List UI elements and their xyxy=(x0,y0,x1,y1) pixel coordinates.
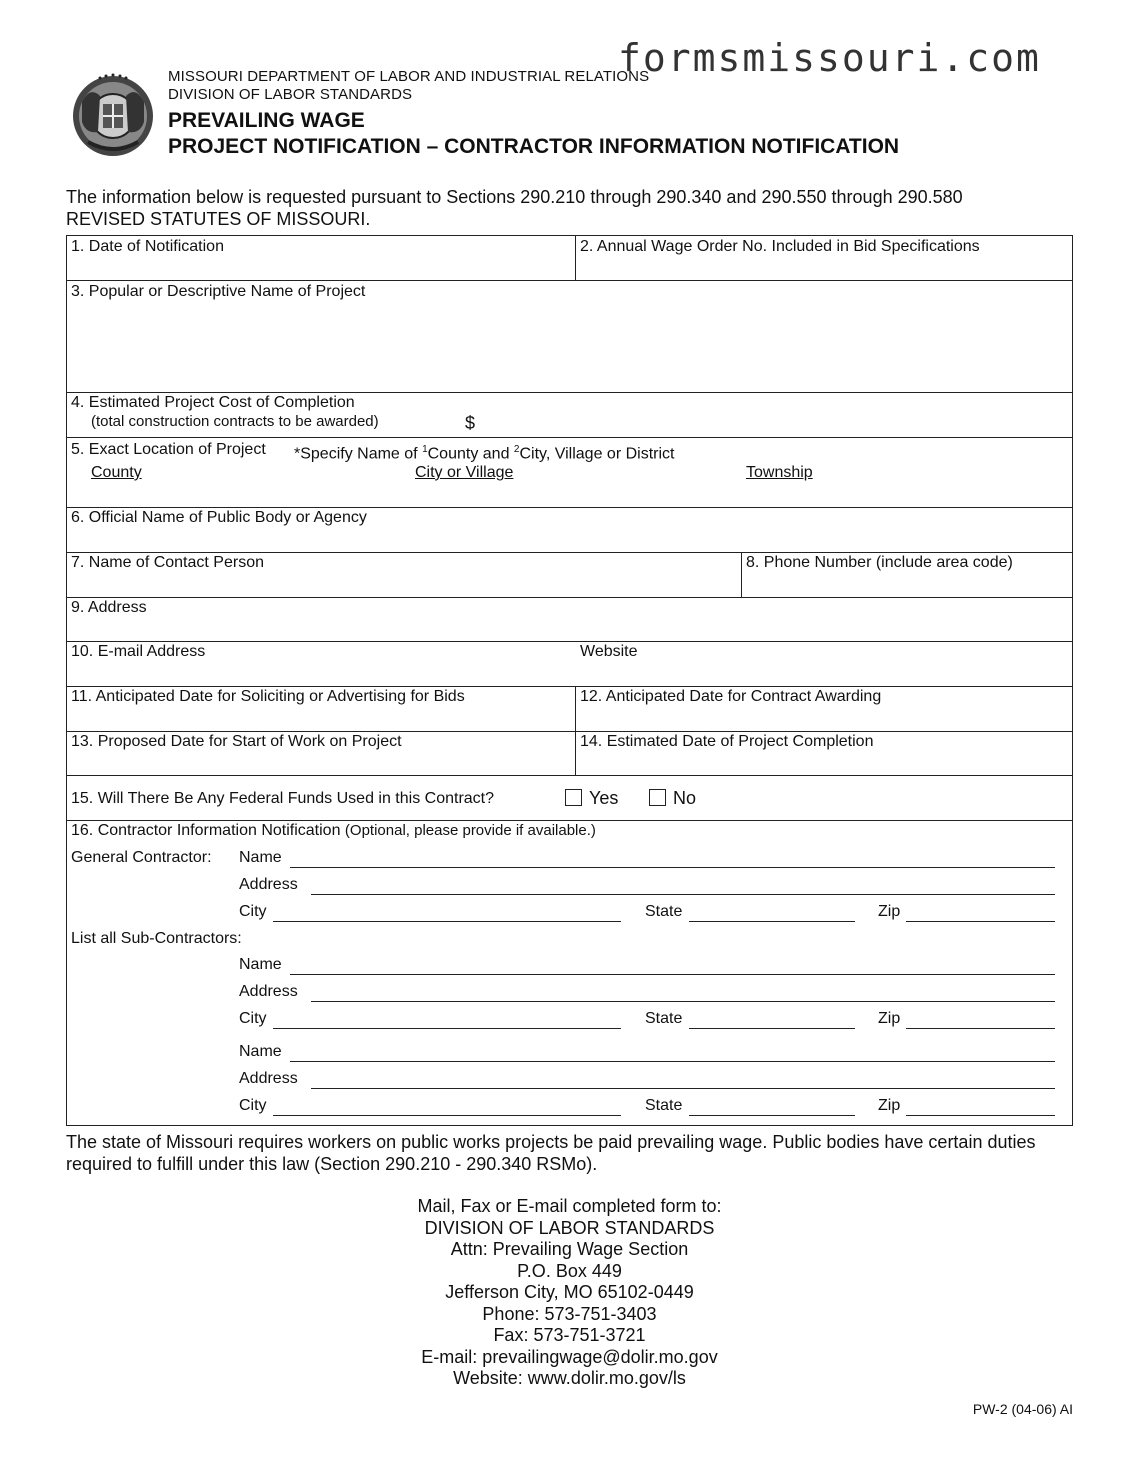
gc-city-input[interactable] xyxy=(273,921,621,922)
field-contact-person[interactable]: 7. Name of Contact Person xyxy=(71,554,264,571)
contractor-info-heading: 16. Contractor Information Notification (Optional, please provide if available.) xyxy=(71,822,596,839)
sub2-address-label: Address xyxy=(239,1070,298,1087)
mail-line: DIVISION OF LABOR STANDARDS xyxy=(424,1217,715,1238)
sub2-zip-label: Zip xyxy=(878,1097,901,1114)
watermark: formsmissouri.com xyxy=(618,36,1041,80)
field-estimated-cost-note: (total construction contracts to be awarded) xyxy=(91,413,379,430)
field-bid-date[interactable]: 11. Anticipated Date for Soliciting or Advertising for Bids xyxy=(71,688,465,705)
gc-zip-input[interactable] xyxy=(906,921,1055,922)
field-city-or-village[interactable]: City or Village xyxy=(415,464,514,481)
sub2-name-label: Name xyxy=(239,1043,282,1060)
field-phone-number[interactable]: 8. Phone Number (include area code) xyxy=(746,554,1013,571)
field-estimated-cost[interactable]: 4. Estimated Project Cost of Completion xyxy=(71,394,355,411)
field-township[interactable]: Township xyxy=(746,464,813,481)
sub1-state-label: State xyxy=(645,1010,683,1027)
mail-line: Mail, Fax or E-mail completed form to: xyxy=(417,1196,722,1216)
field-county[interactable]: County xyxy=(91,464,142,481)
division-name: DIVISION OF LABOR STANDARDS xyxy=(168,86,413,103)
yes-label: Yes xyxy=(589,788,619,808)
sub1-state-input[interactable] xyxy=(689,1028,855,1029)
field-public-body-name[interactable]: 6. Official Name of Public Body or Agency xyxy=(71,509,367,526)
field-completion-date[interactable]: 14. Estimated Date of Project Completion xyxy=(580,733,874,750)
sub1-city-label: City xyxy=(239,1010,267,1027)
notification-form xyxy=(66,235,1073,1126)
sub1-name-input[interactable] xyxy=(290,974,1055,975)
field-start-date[interactable]: 13. Proposed Date for Start of Work on Project xyxy=(71,733,402,750)
mail-line: Fax: 573-751-3721 xyxy=(493,1325,646,1345)
gc-address-label: Address xyxy=(239,876,298,893)
gc-state-input[interactable] xyxy=(689,921,855,922)
mail-line: E-mail: prevailingwage@dolir.mo.gov xyxy=(421,1346,718,1367)
gc-name-input[interactable] xyxy=(290,867,1055,868)
yes-checkbox[interactable] xyxy=(565,789,582,806)
sub2-city-label: City xyxy=(239,1097,267,1114)
mail-line: Jefferson City, MO 65102-0449 xyxy=(445,1282,694,1302)
sub1-address-label: Address xyxy=(239,983,298,1000)
field-date-of-notification[interactable]: 1. Date of Notification xyxy=(71,238,224,255)
prevailing-wage-notice: The state of Missouri requires workers on public works projects be paid prevailing wage. Public bodies have certain duties required to fulfill under this law (Section 290.210 - 290.340 RSMo). xyxy=(66,1132,1036,1174)
sub-contractors-label: List all Sub-Contractors: xyxy=(71,930,242,947)
sub2-address-input[interactable] xyxy=(311,1088,1055,1089)
field-federal-funds: 15. Will There Be Any Federal Funds Used in this Contract? xyxy=(71,790,495,807)
field-wage-order-no[interactable]: 2. Annual Wage Order No. Included in Bid Specifications xyxy=(580,238,980,255)
missouri-state-seal-logo xyxy=(70,72,156,158)
no-checkbox[interactable] xyxy=(649,789,666,806)
sub2-state-label: State xyxy=(645,1097,683,1114)
field-address[interactable]: 9. Address xyxy=(71,599,147,616)
gc-state-label: State xyxy=(645,903,683,920)
dollar-sign: $ xyxy=(465,413,476,433)
sub2-city-input[interactable] xyxy=(273,1115,621,1116)
field-project-name[interactable]: 3. Popular or Descriptive Name of Project xyxy=(71,283,366,300)
no-label: No xyxy=(673,788,697,808)
form-title: PREVAILING WAGE xyxy=(168,109,365,132)
sub1-name-label: Name xyxy=(239,956,282,973)
gc-address-input[interactable] xyxy=(311,894,1055,895)
gc-city-label: City xyxy=(239,903,267,920)
mail-line: Phone: 573-751-3403 xyxy=(482,1303,657,1324)
mail-line: P.O. Box 449 xyxy=(517,1260,622,1281)
form-subtitle: PROJECT NOTIFICATION – CONTRACTOR INFORMATION NOTIFICATION xyxy=(168,135,900,158)
field-award-date[interactable]: 12. Anticipated Date for Contract Awarding xyxy=(580,688,882,705)
gc-zip-label: Zip xyxy=(878,903,901,920)
mail-line: Website: www.dolir.mo.gov/ls xyxy=(453,1368,686,1388)
field-email[interactable]: 10. E-mail Address xyxy=(71,643,206,660)
intro-text xyxy=(66,186,1066,230)
sub2-state-input[interactable] xyxy=(689,1115,855,1116)
sub1-address-input[interactable] xyxy=(311,1001,1055,1002)
sub1-zip-label: Zip xyxy=(878,1010,901,1027)
intro-line-2: REVISED STATUTES OF MISSOURI. xyxy=(66,209,371,229)
sub1-zip-input[interactable] xyxy=(906,1028,1055,1029)
intro-line-1: The information below is requested pursuant to Sections 290.210 through 290.340 and 290.550 through 290.580 xyxy=(66,187,963,207)
gc-name-label: Name xyxy=(239,849,282,866)
department-name: MISSOURI DEPARTMENT OF LABOR AND INDUSTRIAL RELATIONS xyxy=(168,68,650,85)
sub2-zip-input[interactable] xyxy=(906,1115,1055,1116)
mailing-instructions xyxy=(0,1196,1139,1390)
location-specify-note: *Specify Name of $^1$County and $^2$City, Village or District xyxy=(294,444,675,463)
mail-line: Attn: Prevailing Wage Section xyxy=(450,1239,689,1259)
field-website[interactable]: Website xyxy=(580,643,638,660)
sub2-name-input[interactable] xyxy=(290,1061,1055,1062)
field-project-location: 5. Exact Location of Project xyxy=(71,441,266,458)
form-number: PW-2 (04-06) AI xyxy=(972,1401,1073,1417)
sub1-city-input[interactable] xyxy=(273,1028,621,1029)
general-contractor-label: General Contractor: xyxy=(71,849,212,866)
